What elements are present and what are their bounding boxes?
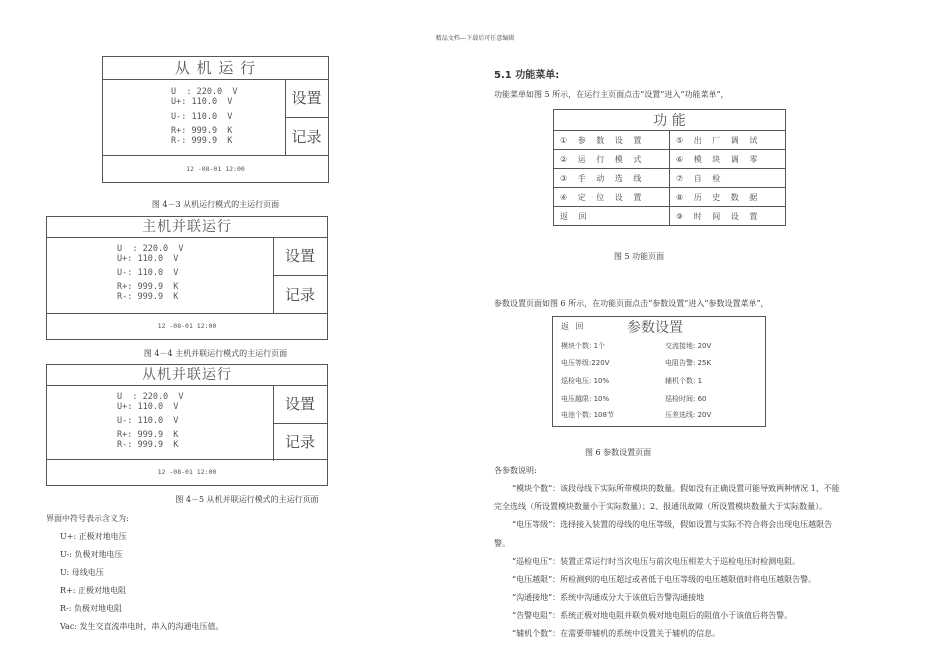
explanation-line: “告警电阻”：系统正极对地电阻并联负极对地电阻后的阻值小于该值后将告警。 [512,611,793,620]
panel-values [47,238,274,314]
voltage-u-minus: U-: 110.0 V [117,268,179,278]
param-title: 参数设置 [627,320,683,336]
menu-item-self-check[interactable]: ⑦ 自 检 [670,169,786,188]
menu-item-history-data[interactable]: ⑧ 历 史 数 据 [670,188,786,207]
symbol-intro: 界面中符号表示含义为: [46,514,129,523]
panel-title: 从 机 运 行 [103,57,328,80]
explanation-line: “电压等级”：选择接入装置的母线的电压等级，假如设置与实际不符合将会出现电压越限告 [512,520,833,529]
symbol-line: Vac: 发生交直流串电时，串入的沟通电压值。 [60,622,224,631]
resistance-r-minus: R-: 999.9 K [117,440,179,450]
explanation-intro: 各参数说明: [494,466,537,475]
param-field[interactable]: 巡检时间: 60 [665,395,707,403]
explanation-line: “电压越限”：所检测到的电压超过或者低于电压等级的电压越限值时将电压越限告警。 [512,575,817,584]
resistance-r-plus: R+: 999.9 K [117,282,179,292]
panel-slave-parallel [46,364,328,486]
settings-button[interactable]: 设置 [273,238,327,276]
records-button[interactable]: 记录 [291,128,322,146]
menu-item-manual-select[interactable]: ③ 手 动 选 线 [554,169,670,188]
param-field[interactable]: 辅机个数: 1 [665,377,703,385]
back-button[interactable]: 返 回 [561,322,586,331]
figure-caption: 图 4－5 从机并联运行模式的主运行页面 [175,495,319,504]
page-header: 精品文档---下载后可任意编辑 [435,35,515,42]
voltage-u-plus: U+: 110.0 V [117,402,179,412]
date-time: 12 -08-01 12:00 [103,155,328,182]
symbol-line: U: 母线电压 [60,568,104,577]
figure-caption: 图 6 参数设置页面 [585,448,652,457]
explanation-line: “沟通接地”：系统中沟通成分大于该值后告警沟通接地 [512,593,705,602]
symbol-line: U+: 正极对地电压 [60,532,127,541]
explanation-line: “辅机个数”：在需要带辅机的系统中设置关于辅机的信息。 [512,629,721,638]
date-time: 12 -08-01 12:00 [47,313,327,339]
param-field[interactable]: 巡检电压: 10% [561,377,610,385]
menu-item-factory-debug[interactable]: ⑤ 出 厂 调 试 [670,131,786,150]
symbol-line: U-: 负极对地电压 [60,550,123,559]
menu-item-module-zero[interactable]: ⑥ 模 块 调 零 [670,150,786,169]
section-heading: 5.1 功能菜单: [494,70,560,81]
figure-caption: 图 4－3 从机运行模式的主运行页面 [151,200,280,209]
paragraph: 功能菜单如图 5 所示，在运行主页面点击“设置”进入“功能菜单”， [494,90,729,99]
resistance-r-minus: R-: 999.9 K [117,292,179,302]
date-time: 12 -08-01 12:00 [47,459,327,485]
resistance-r-plus: R+: 999.9 K [171,126,233,136]
paragraph: 参数设置页面如图 6 所示，在功能页面点击“参数设置”进入“参数设置菜单”， [494,299,769,308]
voltage-u-plus: U+: 110.0 V [171,97,233,107]
voltage-u: U : 220.0 V [117,392,184,402]
explanation-line: 完全选线（所设置模块数量小于实际数量）；2、报通讯故障（所设置模块数量大于实际数量）。 [494,502,828,511]
explanation-line: “模块个数”：该段母线下实际所带模块的数量。假如没有正确设置可能导致两种情况 1、不能 [512,484,840,493]
settings-button[interactable]: 设置 [285,80,328,118]
menu-item-back[interactable]: 返 回 [554,207,670,226]
records-button[interactable]: 记录 [284,286,315,304]
param-field[interactable]: 电压越限: 10% [561,395,610,403]
function-menu [553,109,786,226]
param-field[interactable]: 电阻告警: 25K [665,359,712,367]
param-field[interactable]: 模块个数: 1个 [561,342,606,350]
figure-caption: 图 5 功能页面 [614,252,665,261]
symbol-line: R-: 负极对地电阻 [60,604,122,613]
voltage-u: U : 220.0 V [117,244,184,254]
records-button[interactable]: 记录 [284,433,315,451]
figure-caption: 图 4－4 主机并联运行模式的主运行页面 [143,349,288,358]
panel-values [47,386,274,461]
function-title: 功 能 [554,110,786,131]
voltage-u-plus: U+: 110.0 V [117,254,179,264]
param-settings-panel [552,316,766,427]
panel-title: 主机并联运行 [47,217,327,238]
param-field[interactable]: 压差选线: 20V [665,411,712,419]
resistance-r-minus: R-: 999.9 K [171,136,233,146]
explanation-line: “巡检电压”：装置正常运行时当次电压与前次电压相差大于巡检电压时检测电阻。 [512,557,801,566]
voltage-u-minus: U-: 110.0 V [171,112,233,122]
menu-item-run-mode[interactable]: ② 运 行 模 式 [554,150,670,169]
explanation-line: 警。 [494,539,510,548]
menu-item-param-settings[interactable]: ① 参 数 设 置 [554,131,670,150]
panel-values [103,80,286,156]
param-field[interactable]: 电压等级:220V [561,359,610,367]
symbol-line: R+: 正极对地电阻 [60,586,126,595]
voltage-u-minus: U-: 110.0 V [117,416,179,426]
menu-item-time-settings[interactable]: ⑨ 时 间 设 置 [670,207,786,226]
voltage-u: U : 220.0 V [171,87,238,97]
settings-button[interactable]: 设置 [273,386,327,424]
menu-item-position-settings[interactable]: ④ 定 位 设 置 [554,188,670,207]
panel-slave-run [102,56,329,183]
panel-title: 从机并联运行 [47,365,327,386]
resistance-r-plus: R+: 999.9 K [117,430,179,440]
param-field[interactable]: 交流接地: 20V [665,342,712,350]
panel-master-parallel [46,216,328,340]
param-field[interactable]: 电池个数: 108节 [561,411,614,419]
